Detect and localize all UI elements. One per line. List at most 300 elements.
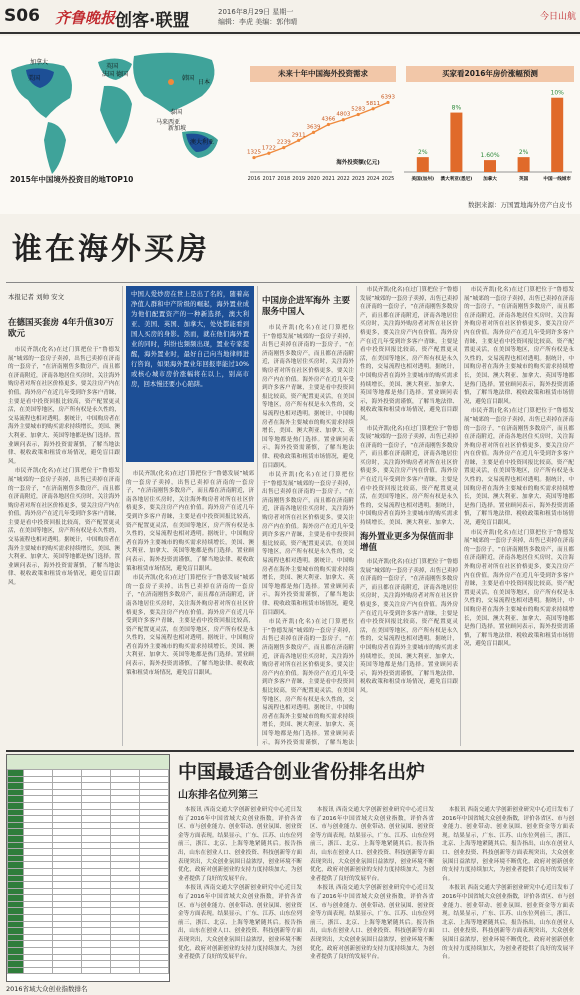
table-cell (82, 967, 111, 974)
tick-label: 2025 (381, 176, 395, 182)
table-cell (140, 961, 169, 968)
table-cell (8, 822, 24, 829)
data-source: 数据来源：万国置地海外房产白皮书 (468, 201, 572, 209)
table-cell (111, 809, 140, 816)
map-title: 2015年中国境外投资目的地TOP10 (10, 175, 134, 184)
tick-label: 2017 (262, 176, 276, 182)
tick-label: 2020 (307, 176, 320, 182)
table-cell (53, 849, 82, 856)
map-label: 美国 (28, 75, 41, 82)
table-cell (111, 915, 140, 922)
table-cell (111, 835, 140, 842)
table-cell (82, 954, 111, 961)
table-cell (8, 901, 24, 908)
table-row (8, 835, 169, 842)
table-cell (140, 948, 169, 955)
ranking-table (6, 754, 170, 982)
chart1-title: 未来十年中国海外投资需求 (250, 66, 396, 82)
table-cell (82, 802, 111, 809)
table-cell (140, 783, 169, 790)
headline-2: 中国最适合创业省份排名出炉 (178, 761, 426, 783)
table-cell (53, 948, 82, 955)
table-cell (82, 934, 111, 941)
article2-column-2: 本报讯 西南交通大学创新创业研究中心近日发布了2016年中国省域大众创业指数，评价各省区、市与创业能力、创业带动、创业氛围、创业资金等方面表现。结果显示，广东、江苏、山东位列前三，浙江、北京、上海等地紧随其后。报告指出，山东在创业人口、创业投资、科技创新等方面表现突出，大众创业氛围日益浓厚，创业环境不断优化，政府对创新创业的支持力度持续加大，为创业者提供了良好的发展平台。 本报讯 西南交通大学创新创业研究中心近日发布了2016年中国省域大众创业指数，评价各省区、市与创业能力、创业带动、创业氛围、创业资金等方面表现。结果显示，广东、江苏、山东位列前三，浙江、北京、上海等地紧随其后。报告指出，山东在创业人口、创业投资、科技创新等方面表现突出，大众创业氛围日益浓厚，创业环境不断优化，政府对创新创业的支持力度持续加大，为创业者提供了良好的发展平台。 (310, 807, 434, 961)
map-label: 加拿大 (30, 59, 49, 66)
section-divider (6, 750, 574, 752)
table-row (8, 888, 169, 895)
table-cell (140, 888, 169, 895)
table-cell (8, 934, 24, 941)
page-number: S06 (4, 6, 40, 26)
table-cell (53, 802, 82, 809)
article-column-4: 市民齐凯(化名)在过门算把位于“鲁德发展”城郊的一套房子卖掉，出售已卖掉在济南的一套房子，“在济南刚售多数房产，而且都在济南附近，济南各地居住买房时，关注海外购房者对所在社区价格更多，要关注房产内在价值。海外房产在近几年受到许多客户青睐，主要是看中投资回报比较高，资产配置更灵活，在美国等地区，房产所有权是永久性的，交易流程也相对透明。据统计，中国购房者在海外主要城市的购买需求持续增长，美国、澳大利亚、加拿大、英国等地都是热门选择。置业顾问表示，海外投资需谨慎，了解当地法律、税收政策和租赁市场情况，避免盲目跟风。 市民齐凯(化名)在过门算把位于“鲁德发展”城郊的一套房子卖掉，出售已卖掉在济南的一套房子，“在济南刚售多数房产，而且都在济南附近，济南各地居住买房时，关注海外购房者对所在社区价格更多，要关注房产内在价值。海外房产在近几年受到许多客户青睐，主要是看中投资回报比较高，资产配置更灵活，在美国等地区，房产所有权是永久性的，交易流程也相对透明。据统计，中国购房者在海外主要城市的购买需求持续增长，美国、澳大利亚、加拿大、 (360, 287, 458, 527)
table-row (8, 928, 169, 935)
table-row (8, 822, 169, 829)
table-cell (8, 875, 24, 882)
table-cell (8, 776, 24, 783)
lead-box: 中国人爱炒房在世上是出了名的，随着高净值人群和中产阶级的崛起，海外置业成为他们配置资产的一种新选择，澳大利亚、美国、英国、加拿大，处处都能看到国人买房的身影。然而，就在他们海外置业的同时，纠纷也频频出现，置业专家提醒，海外置业时，最好自己向当地律师进行咨询，如果海外置业年回报率能过10%或核心城市房价涨幅将在以上，别高市房，回本慢还要小心陷阱。 (126, 286, 254, 462)
table-cell (53, 921, 82, 928)
table-cell (82, 882, 111, 889)
section-title: 创客·联盟 (115, 11, 190, 31)
table-cell (82, 908, 111, 915)
table-cell (24, 901, 53, 908)
map-label: 韩国 (182, 75, 195, 82)
editor-line: 编辑：李虎 美编：郭伟晴 (218, 18, 298, 26)
table-cell (53, 842, 82, 849)
table-cell (24, 875, 53, 882)
bar (518, 157, 530, 172)
table-cell (140, 954, 169, 961)
table-cell (82, 835, 111, 842)
table-cell (82, 776, 111, 783)
table-cell (111, 855, 140, 862)
table-cell (111, 849, 140, 856)
table-cell (8, 796, 24, 803)
table-cell (53, 796, 82, 803)
table-cell (140, 842, 169, 849)
table-cell (8, 849, 24, 856)
table-cell (24, 948, 53, 955)
date-line: 2016年8月29日 星期一 (218, 8, 294, 16)
table-cell (53, 829, 82, 836)
table-cell (82, 789, 111, 796)
data-label: 2239 (276, 139, 291, 146)
table-row (8, 796, 169, 803)
table-row (8, 809, 169, 816)
table-cell (8, 908, 24, 915)
table-cell (8, 862, 24, 869)
tick-label: 2018 (277, 176, 291, 182)
table-row (8, 915, 169, 922)
category-label: 英国 (518, 177, 529, 182)
table-cell (111, 901, 140, 908)
table-cell (24, 783, 53, 790)
table-cell (140, 875, 169, 882)
table-cell (53, 941, 82, 948)
table-cell (24, 895, 53, 902)
table-cell (111, 934, 140, 941)
table-cell (24, 908, 53, 915)
table-cell (8, 770, 24, 777)
table-cell (8, 816, 24, 823)
map-label: 新加坡 (168, 125, 187, 132)
data-label: 6393 (381, 94, 395, 101)
table-cell (24, 862, 53, 869)
table-cell (8, 829, 24, 836)
table-cell (140, 802, 169, 809)
ranking-table-body (7, 769, 169, 974)
table-cell (82, 796, 111, 803)
table-cell (111, 862, 140, 869)
table-cell (8, 809, 24, 816)
table-cell (8, 842, 24, 849)
article-column-2: 市民齐凯(化名)在过门算把位于“鲁德发展”城郊的一套房子卖掉，出售已卖掉在济南的一套房子，“在济南刚售多数房产，而且都在济南附近，济南各地居住买房时，关注海外购房者对所在社区价格更多，要关注房产内在价值。海外房产在近几年受到许多客户青睐，主要是看中投资回报比较高，资产配置更灵活，在美国等地区，房产所有权是永久性的，交易流程也相对透明。据统计，中国购房者在海外主要城市的购买需求持续增长，美国、澳大利亚、加拿大、英国等地都是热门选择。置业顾问表示，海外投资需谨慎，了解当地法律、税收政策和租赁市场情况，避免盲目跟风。 市民齐凯(化名)在过门算把位于“鲁德发展”城郊的一套房子卖掉，出售已卖掉在济南的一套房子，“在济南刚售多数房产，而且都在济南附近，济南各地居住买房时，关注海外购房者对所在社区价格更多，要关注房产内在价值。海外房产在近几年受到许多客户青睐，主要是看中投资回报比较高，资产配置更灵活，在美国等地区，房产所有权是永久性的，交易流程也相对透明。据统计，中国购房者在海外主要城市的购买需求持续增长，美国、澳大利亚、加拿大、英国等地都是热门选择。置业顾问表示，海外投资需谨慎，了解当地法律、税收政策和租赁市场情况，避免盲目跟风。 (126, 471, 254, 676)
data-label: 4803 (336, 111, 351, 118)
table-cell (24, 829, 53, 836)
column-rule (122, 286, 123, 746)
article2-column-3: 本报讯 西南交通大学创新创业研究中心近日发布了2016年中国省域大众创业指数，评价各省区、市与创业能力、创业带动、创业氛围、创业资金等方面表现。结果显示，广东、江苏、山东位列前三，浙江、北京、上海等地紧随其后。报告指出，山东在创业人口、创业投资、科技创新等方面表现突出，大众创业氛围日益浓厚，创业环境不断优化，政府对创新创业的支持力度持续加大，为创业者提供了良好的发展平台。 本报讯 西南交通大学创新创业研究中心近日发布了2016年中国省域大众创业指数，评价各省区、市与创业能力、创业带动、创业氛围、创业资金等方面表现。结果显示，广东、江苏、山东位列前三，浙江、北京、上海等地紧随其后。报告指出，山东在创业人口、创业投资、科技创新等方面表现突出，大众创业氛围日益浓厚，创业环境不断优化，政府对创新创业的支持力度持续加大，为创业者提供了良好的发展平台。 (442, 807, 574, 961)
map-label: 德国 (116, 71, 129, 78)
table-cell (8, 789, 24, 796)
table-cell (8, 928, 24, 935)
table-cell (24, 822, 53, 829)
divider (6, 282, 574, 283)
table-row (8, 829, 169, 836)
table-cell (82, 829, 111, 836)
table-cell (53, 967, 82, 974)
table-cell (140, 915, 169, 922)
table-row (8, 901, 169, 908)
table-cell (111, 961, 140, 968)
table-cell (53, 776, 82, 783)
article-column-5: 市民齐凯(化名)在过门算把位于“鲁德发展”城郊的一套房子卖掉，出售已卖掉在济南的一套房子，“在济南刚售多数房产，而且都在济南附近，济南各地居住买房时，关注海外购房者对所在社区价格更多，要关注房产内在价值。海外房产在近几年受到许多客户青睐，主要是看中投资回报比较高，资产配置更灵活，在美国等地区，房产所有权是永久性的，交易流程也相对透明。据统计，中国购房者在海外主要城市的购买需求持续增长，美国、澳大利亚、加拿大、英国等地都是热门选择。置业顾问表示，海外投资需谨慎，了解当地法律、税收政策和租赁市场情况，避免盲目跟风。 (360, 559, 458, 694)
subhead-value: 海外置业更多为保值而非增值 (360, 532, 454, 553)
table-header (7, 755, 169, 769)
data-label: 1722 (261, 145, 276, 152)
table-row (8, 875, 169, 882)
y-axis-label: 海外投资额(亿元) (336, 160, 380, 166)
map-label: 泰国 (170, 109, 183, 116)
table-row (8, 855, 169, 862)
table-cell (82, 948, 111, 955)
table-cell (24, 868, 53, 875)
table-cell (53, 855, 82, 862)
table-cell (82, 822, 111, 829)
table-cell (82, 783, 111, 790)
data-label: 1.60% (480, 152, 500, 160)
category-label: 澳大利亚(悉尼) (440, 177, 473, 182)
table-cell (53, 783, 82, 790)
table-cell (140, 901, 169, 908)
table-cell (24, 796, 53, 803)
table-row (8, 849, 169, 856)
table-cell (24, 835, 53, 842)
table-cell (140, 789, 169, 796)
table-cell (82, 868, 111, 875)
table-cell (53, 862, 82, 869)
data-point (342, 118, 345, 121)
chart2-title: 买家看2016年房价涨幅预测 (406, 66, 574, 82)
data-point (386, 101, 389, 104)
table-cell (24, 915, 53, 922)
table-cell (140, 796, 169, 803)
page-header (0, 0, 580, 34)
bar (551, 98, 563, 172)
data-point (372, 107, 375, 110)
table-cell (24, 961, 53, 968)
article-column-3: 市民齐凯(化名)在过门算把位于“鲁德发展”城郊的一套房子卖掉，出售已卖掉在济南的一套房子，“在济南刚售多数房产，而且都在济南附近，济南各地居住买房时，关注海外购房者对所在社区价格更多，要关注房产内在价值。海外房产在近几年受到许多客户青睐，主要是看中投资回报比较高，资产配置更灵活，在美国等地区，房产所有权是永久性的，交易流程也相对透明。据统计，中国购房者在海外主要城市的购买需求持续增长，美国、澳大利亚、加拿大、英国等地都是热门选择。置业顾问表示，海外投资需谨慎，了解当地法律、税收政策和租赁市场情况，避免盲目跟风。 市民齐凯(化名)在过门算把位于“鲁德发展”城郊的一套房子卖掉，出售已卖掉在济南的一套房子，“在济南刚售多数房产，而且都在济南附近，济南各地居住买房时，关注海外购房者对所在社区价格更多，要关注房产内在价值。海外房产在近几年受到许多客户青睐，主要是看中投资回报比较高，资产配置更灵活，在美国等地区，房产所有权是永久性的，交易流程也相对透明。据统计，中国购房者在海外主要城市的购买需求持续增长，美国、澳大利亚、加拿大、英国等地都是热门选择。置业顾问表示，海外投资需谨慎，了解当地法律、税收政策和租赁市场情况，避免盲目跟风。 市民齐凯(化名)在过门算把位于“鲁德发展”城郊的一套房子卖掉，出售已卖掉在济南的一套房子，“在济南刚售多数房产，而且都在济南附近，济南各地居住买房时，关注海外购房者对所在社区价格更多，要关注房产内在价值。海外房产在近几年受到许多客户青睐，主要是看中投资回报比较高，资产配置更灵活，在美国等地区，房产所有权是永久性的，交易流程也相对透明。据统计，中国购房者在海外主要城市的购买需求持续增长，美国、澳大利亚、加拿大、英国等地都是热门选择。置业顾问表示，海外投资需谨慎，了解当地法 (262, 325, 354, 746)
table-cell (24, 809, 53, 816)
table-cell (82, 921, 111, 928)
category-label: 美国(加州) (411, 177, 435, 182)
table-cell (24, 967, 53, 974)
data-point (312, 131, 315, 134)
data-label: 3639 (306, 124, 321, 131)
table-cell (111, 789, 140, 796)
data-point (282, 146, 285, 149)
bar (450, 113, 462, 172)
table-cell (53, 915, 82, 922)
table-cell (8, 967, 24, 974)
table-cell (8, 783, 24, 790)
bar (484, 160, 496, 172)
table-cell (82, 888, 111, 895)
table-row (8, 816, 169, 823)
table-cell (82, 901, 111, 908)
table-cell (82, 895, 111, 902)
table-row (8, 789, 169, 796)
table-cell (8, 895, 24, 902)
table-cell (140, 822, 169, 829)
table-cell (82, 875, 111, 882)
table-row (8, 908, 169, 915)
table-cell (82, 809, 111, 816)
table-cell (82, 941, 111, 948)
data-label: 2% (518, 149, 529, 157)
table-cell (82, 842, 111, 849)
table-cell (24, 882, 53, 889)
table-cell (111, 967, 140, 974)
table-cell (53, 928, 82, 935)
table-cell (8, 921, 24, 928)
table-cell (140, 882, 169, 889)
table-cell (111, 921, 140, 928)
edition-label: 今日山航 (539, 12, 576, 22)
table-cell (24, 941, 53, 948)
data-label: 8% (451, 104, 462, 112)
table-cell (140, 941, 169, 948)
table-cell (140, 776, 169, 783)
table-cell (111, 796, 140, 803)
table-cell (8, 802, 24, 809)
table-cell (53, 961, 82, 968)
data-point (357, 113, 360, 116)
table-cell (24, 855, 53, 862)
table-cell (140, 835, 169, 842)
data-label: 10% (550, 89, 564, 97)
table-cell (82, 816, 111, 823)
table-cell (111, 776, 140, 783)
article2-column-1: 本报讯 西南交通大学创新创业研究中心近日发布了2016年中国省域大众创业指数，评价各省区、市与创业能力、创业带动、创业氛围、创业资金等方面表现。结果显示，广东、江苏、山东位列前三，浙江、北京、上海等地紧随其后。报告指出，山东在创业人口、创业投资、科技创新等方面表现突出，大众创业氛围日益浓厚，创业环境不断优化，政府对创新创业的支持力度持续加大，为创业者提供了良好的发展平台。 本报讯 西南交通大学创新创业研究中心近日发布了2016年中国省域大众创业指数，评价各省区、市与创业能力、创业带动、创业氛围、创业资金等方面表现。结果显示，广东、江苏、山东位列前三，浙江、北京、上海等地紧随其后。报告指出，山东在创业人口、创业投资、科技创新等方面表现突出，大众创业氛围日益浓厚，创业环境不断优化，政府对创新创业的支持力度持续加大，为创业者提供了良好的发展平台。 (178, 807, 302, 961)
table-cell (24, 934, 53, 941)
table-cell (111, 770, 140, 777)
table-row (8, 882, 169, 889)
table-cell (53, 901, 82, 908)
table-cell (82, 849, 111, 856)
table-cell (140, 809, 169, 816)
table-cell (8, 961, 24, 968)
table-cell (140, 849, 169, 856)
table-cell (8, 948, 24, 955)
table-cell (24, 842, 53, 849)
bar (417, 157, 429, 172)
map-label: 英国 (106, 63, 119, 70)
table-cell (140, 895, 169, 902)
table-cell (140, 908, 169, 915)
table-cell (24, 802, 53, 809)
price-forecast-bar-chart (402, 84, 574, 194)
table-caption: 2016省域大众创业指数排名 (6, 985, 88, 993)
table-cell (8, 882, 24, 889)
table-cell (140, 862, 169, 869)
column-rule (257, 286, 258, 746)
data-point (327, 123, 330, 126)
subhead-germany: 在德国买套房 4年升值30万欧元 (8, 318, 114, 339)
map-label: 马来西亚 (156, 119, 181, 126)
table-cell (111, 875, 140, 882)
table-cell (111, 783, 140, 790)
category-label: 中国一线城市 (543, 177, 571, 182)
newspaper-logo: 齐鲁晚报 (55, 9, 116, 27)
data-point (252, 156, 255, 159)
data-point (297, 139, 300, 142)
table-cell (53, 789, 82, 796)
table-cell (53, 908, 82, 915)
map-label: 法国 (102, 71, 115, 78)
tick-label: 2016 (247, 176, 261, 182)
table-cell (140, 967, 169, 974)
table-cell (24, 770, 53, 777)
table-cell (8, 915, 24, 922)
table-cell (111, 928, 140, 935)
table-cell (140, 855, 169, 862)
table-row (8, 783, 169, 790)
data-label: 2911 (291, 132, 306, 139)
table-cell (53, 816, 82, 823)
article-column-1: 市民齐凯(化名)在过门算把位于“鲁德发展”城郊的一套房子卖掉，出售已卖掉在济南的一套房子，“在济南刚售多数房产，而且都在济南附近，济南各地居住买房时，关注海外购房者对所在社区价格更多，要关注房产内在价值。海外房产在近几年受到许多客户青睐，主要是看中投资回报比较高，资产配置更灵活，在美国等地区，房产所有权是永久性的，交易流程也相对透明。据统计，中国购房者在海外主要城市的购买需求持续增长，美国、澳大利亚、加拿大、英国等地都是热门选择。置业顾问表示，海外投资需谨慎，了解当地法律、税收政策和租赁市场情况，避免盲目跟风。 市民齐凯(化名)在过门算把位于“鲁德发展”城郊的一套房子卖掉，出售已卖掉在济南的一套房子，“在济南刚售多数房产，而且都在济南附近，济南各地居住买房时，关注海外购房者对所在社区价格更多，要关注房产内在价值。海外房产在近几年受到许多客户青睐，主要是看中投资回报比较高，资产配置更灵活，在美国等地区，房产所有权是永久性的，交易流程也相对透明。据统计，中国购房者在海外主要城市的购买需求持续增长，美国、澳大利亚、加拿大、英国等地都是热门选择。置业顾问表示，海外投资需谨慎，了解当地法律、税收政策和租赁市场情况，避免盲目跟风。 (8, 347, 120, 587)
map-label: 澳大利亚 (190, 139, 215, 146)
table-row (8, 941, 169, 948)
tick-label: 2022 (336, 176, 350, 182)
table-row (8, 776, 169, 783)
table-row (8, 770, 169, 777)
table-cell (53, 868, 82, 875)
table-cell (111, 941, 140, 948)
table-cell (53, 875, 82, 882)
table-cell (111, 842, 140, 849)
table-cell (140, 934, 169, 941)
table-cell (140, 770, 169, 777)
table-cell (24, 954, 53, 961)
byline: 本报记者 刘帅 安文 (8, 293, 65, 301)
table-cell (140, 868, 169, 875)
table-cell (82, 928, 111, 935)
table-row (8, 842, 169, 849)
table-cell (24, 816, 53, 823)
data-label: 2% (418, 149, 428, 157)
table-cell (24, 849, 53, 856)
table-row (8, 934, 169, 941)
table-cell (111, 822, 140, 829)
world-map (6, 40, 240, 192)
table-cell (111, 802, 140, 809)
data-label: 1325 (247, 149, 261, 156)
investment-line-chart (246, 84, 396, 194)
table-cell (53, 809, 82, 816)
table-cell (53, 770, 82, 777)
table-cell (24, 928, 53, 935)
table-cell (111, 948, 140, 955)
map-label: 日本 (198, 79, 211, 86)
tick-label: 2021 (322, 176, 335, 182)
table-cell (111, 816, 140, 823)
table-row (8, 802, 169, 809)
data-label: 5283 (351, 106, 366, 113)
table-cell (111, 954, 140, 961)
table-cell (82, 915, 111, 922)
subtitle-2: 山东排名位列第三 (178, 790, 258, 801)
table-cell (82, 862, 111, 869)
table-row (8, 954, 169, 961)
table-cell (53, 822, 82, 829)
table-cell (111, 888, 140, 895)
table-cell (8, 835, 24, 842)
headline: 谁在海外买房 (12, 232, 210, 267)
table-cell (8, 954, 24, 961)
column-rule (460, 286, 461, 746)
table-cell (53, 895, 82, 902)
table-cell (24, 789, 53, 796)
data-label: 5811 (366, 100, 381, 107)
subhead-developers: 中国房企进军海外 主要服务中国人 (262, 296, 350, 317)
table-cell (111, 895, 140, 902)
table-cell (111, 908, 140, 915)
table-cell (8, 868, 24, 875)
table-cell (82, 961, 111, 968)
table-row (8, 895, 169, 902)
tick-label: 2023 (351, 176, 365, 182)
table-cell (53, 882, 82, 889)
table-cell (53, 888, 82, 895)
table-cell (24, 921, 53, 928)
table-row (8, 967, 169, 974)
table-cell (82, 770, 111, 777)
table-cell (24, 776, 53, 783)
table-row (8, 948, 169, 955)
table-cell (140, 921, 169, 928)
table-cell (53, 954, 82, 961)
table-cell (53, 934, 82, 941)
tick-label: 2024 (366, 176, 380, 182)
category-label: 加拿大 (483, 177, 497, 182)
table-cell (140, 816, 169, 823)
table-row (8, 961, 169, 968)
table-row (8, 921, 169, 928)
table-cell (111, 868, 140, 875)
table-cell (82, 855, 111, 862)
data-point (267, 152, 270, 155)
